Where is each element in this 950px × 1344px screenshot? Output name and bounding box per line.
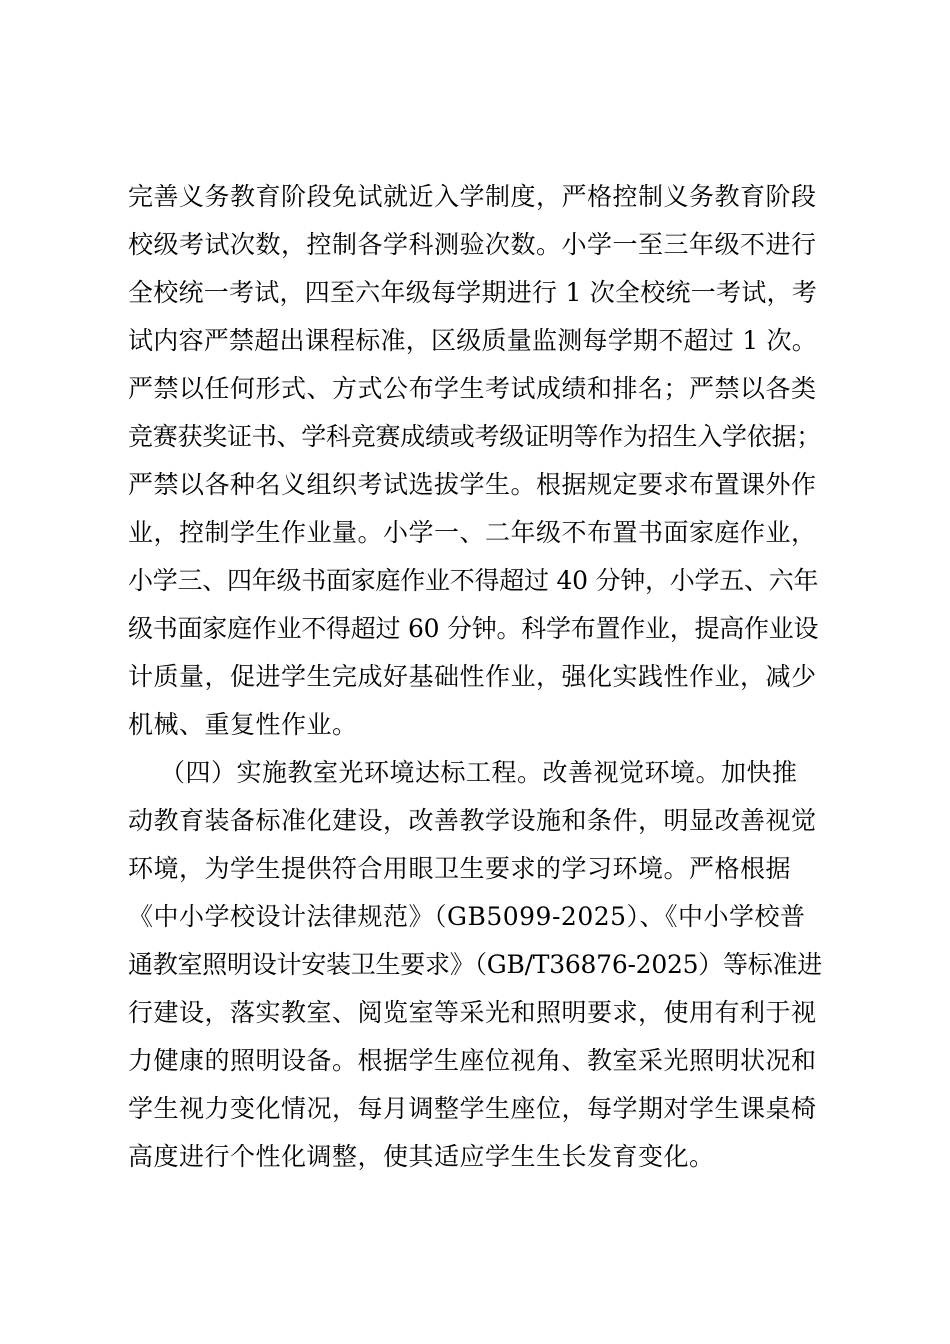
paragraph-line: 高度进行个性化调整，使其适应学生生长发育变化。 (128, 1142, 715, 1171)
paragraph-line: 计质量，促进学生完成好基础性作业，强化实践性作业，减少 (128, 662, 817, 691)
paragraph-line: 行建设，落实教室、阅览室等采光和照明要求，使用有利于视 (128, 998, 817, 1027)
paragraph-line: 业，控制学生作业量。小学一、二年级不布置书面家庭作业， (128, 518, 817, 547)
paragraph-line: 环境，为学生提供符合用眼卫生要求的学习环境。严格根据 (128, 854, 792, 883)
paragraph-line: 竞赛获奖证书、学科竞赛成绩或考级证明等作为招生入学依据； (128, 422, 822, 451)
paragraph-line: 动教育装备标准化建设，改善教学设施和条件，明显改善视觉 (128, 806, 817, 835)
paragraph-line: 全校统一考试，四至六年级每学期进行 1 次全校统一考试，考 (128, 278, 818, 307)
paragraph-line: 学生视力变化情况，每月调整学生座位，每学期对学生课桌椅 (128, 1094, 817, 1123)
paragraph-line: 机械、重复性作业。 (128, 710, 358, 739)
paragraph-line: 严禁以任何形式、方式公布学生考试成绩和排名；严禁以各类 (128, 374, 817, 403)
paragraph-line: 小学三、四年级书面家庭作业不得超过 40 分钟，小学五、六年 (128, 566, 819, 595)
paragraph-line: 《中小学校设计法律规范》（GB5099-2025）、《中小学校普 (128, 902, 806, 931)
paragraph-line: 试内容严禁超出课程标准，区级质量监测每学期不超过 1 次。 (128, 326, 818, 355)
paragraph-line: 通教室照明设计安装卫生要求》（GB/T36876-2025）等标准进 (128, 950, 823, 979)
paragraph-line: 严禁以各种名义组织考试选拔学生。根据规定要求布置课外作 (128, 470, 817, 499)
paragraph-line: 校级考试次数，控制各学科测验次数。小学一至三年级不进行 (128, 230, 817, 259)
paragraph-line: 完善义务教育阶段免试就近入学制度，严格控制义务教育阶段 (128, 182, 817, 211)
paragraph-line: 级书面家庭作业不得超过 60 分钟。科学布置作业，提高作业设 (128, 614, 819, 643)
section-heading-line: （四）实施教室光环境达标工程。改善视觉环境。加快推 (160, 758, 798, 787)
paragraph-line: 力健康的照明设备。根据学生座位视角、教室采光照明状况和 (128, 1046, 817, 1075)
